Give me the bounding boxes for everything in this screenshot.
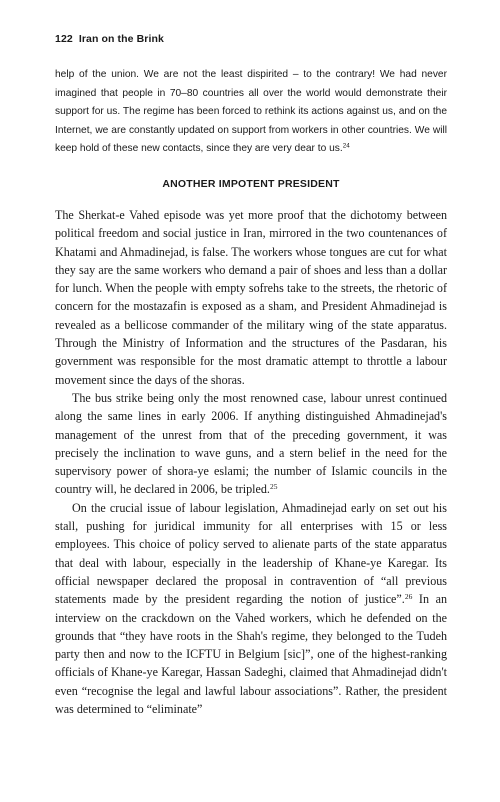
paragraph-1	[55, 206, 447, 389]
section-heading: ANOTHER IMPOTENT PRESIDENT	[162, 178, 340, 190]
body-text	[55, 206, 447, 718]
paragraph-2-text: The bus strike being only the most renowned case, labour unrest continued along the same lines in early 2006. If anything distinguished Ahmadinejad's management of the unrest from that of the preceding government, it was precisely the inclination to wave guns, and a stern belief in the need for the supervisory power of shora-ye eslami; the number of Islamic councils in the country will, he declared in 2006, be tripled.	[55, 390, 447, 497]
footnote-ref-26: 26	[404, 592, 413, 602]
paragraph-3-text-a: On the crucial issue of labour legislation, Ahmadinejad early on set out his stall, pushing for juridical immunity for all enterprises with 15 or less employees. This choice of policy served to alienate parts of the state apparatus that deal with labour, especially in the leadership of Khane-ye Karegar. Its official newspaper declared the proposal in contravention of “all previous statements made by the president regarding the notion of justice”.	[55, 500, 447, 607]
page-number: 122	[55, 33, 73, 45]
running-head	[55, 33, 164, 45]
footnote-ref-24: 24	[342, 142, 350, 150]
footnote-ref-25: 25	[269, 482, 278, 492]
block-quote	[55, 66, 447, 159]
block-quote-text: help of the union. We are not the least dispirited – to the contrary! We had never imagined that people in 70–80 countries all over the world would demonstrate their support for us. The regime has been forced to rethink its actions against us, and on the Internet, we are constantly updated on support from workers in other countries. We will keep hold of these new contacts, since they are very dear to us.	[55, 69, 447, 155]
book-title: Iran on the Brink	[78, 33, 164, 45]
paragraph-3	[55, 499, 447, 719]
paragraph-1-text: The Sherkat-e Vahed episode was yet more proof that the dichotomy between political freedom and social justice in Iran, mirrored in the two countenances of Khatami and Ahmadinejad, is false. The workers whose tongues are cut for what they say are the same workers who demand a pair of shoes and less than a dollar for lunch. When the people with empty sofrehs take to the streets, the rhetoric of concern for the mostazafin is exposed as a sham, and President Ahmadinejad is revealed as a bellicose commander of the military wing of the state apparatus. Through the Ministry of Information and the structures of the Pasdaran, his government was responsible for the most dramatic attempt to throttle a labour movement since the days of the shoras.	[55, 208, 447, 387]
paragraph-2	[55, 389, 447, 499]
paragraph-3-text-b: In an interview on the crackdown on the Vahed workers, which he defended on the grounds that “they have roots in the Shah's regime, they belonged to the Tudeh party then and now to the ICFTU in Belgium [sic]”, one of the highest-ranking officials of Khane-ye Karegar, Hassan Sadeghi, claimed that Ahmadinejad didn't even “recognise the legal and lawful labour associations”. Rather, the president was determined to “eliminate”	[55, 592, 448, 717]
